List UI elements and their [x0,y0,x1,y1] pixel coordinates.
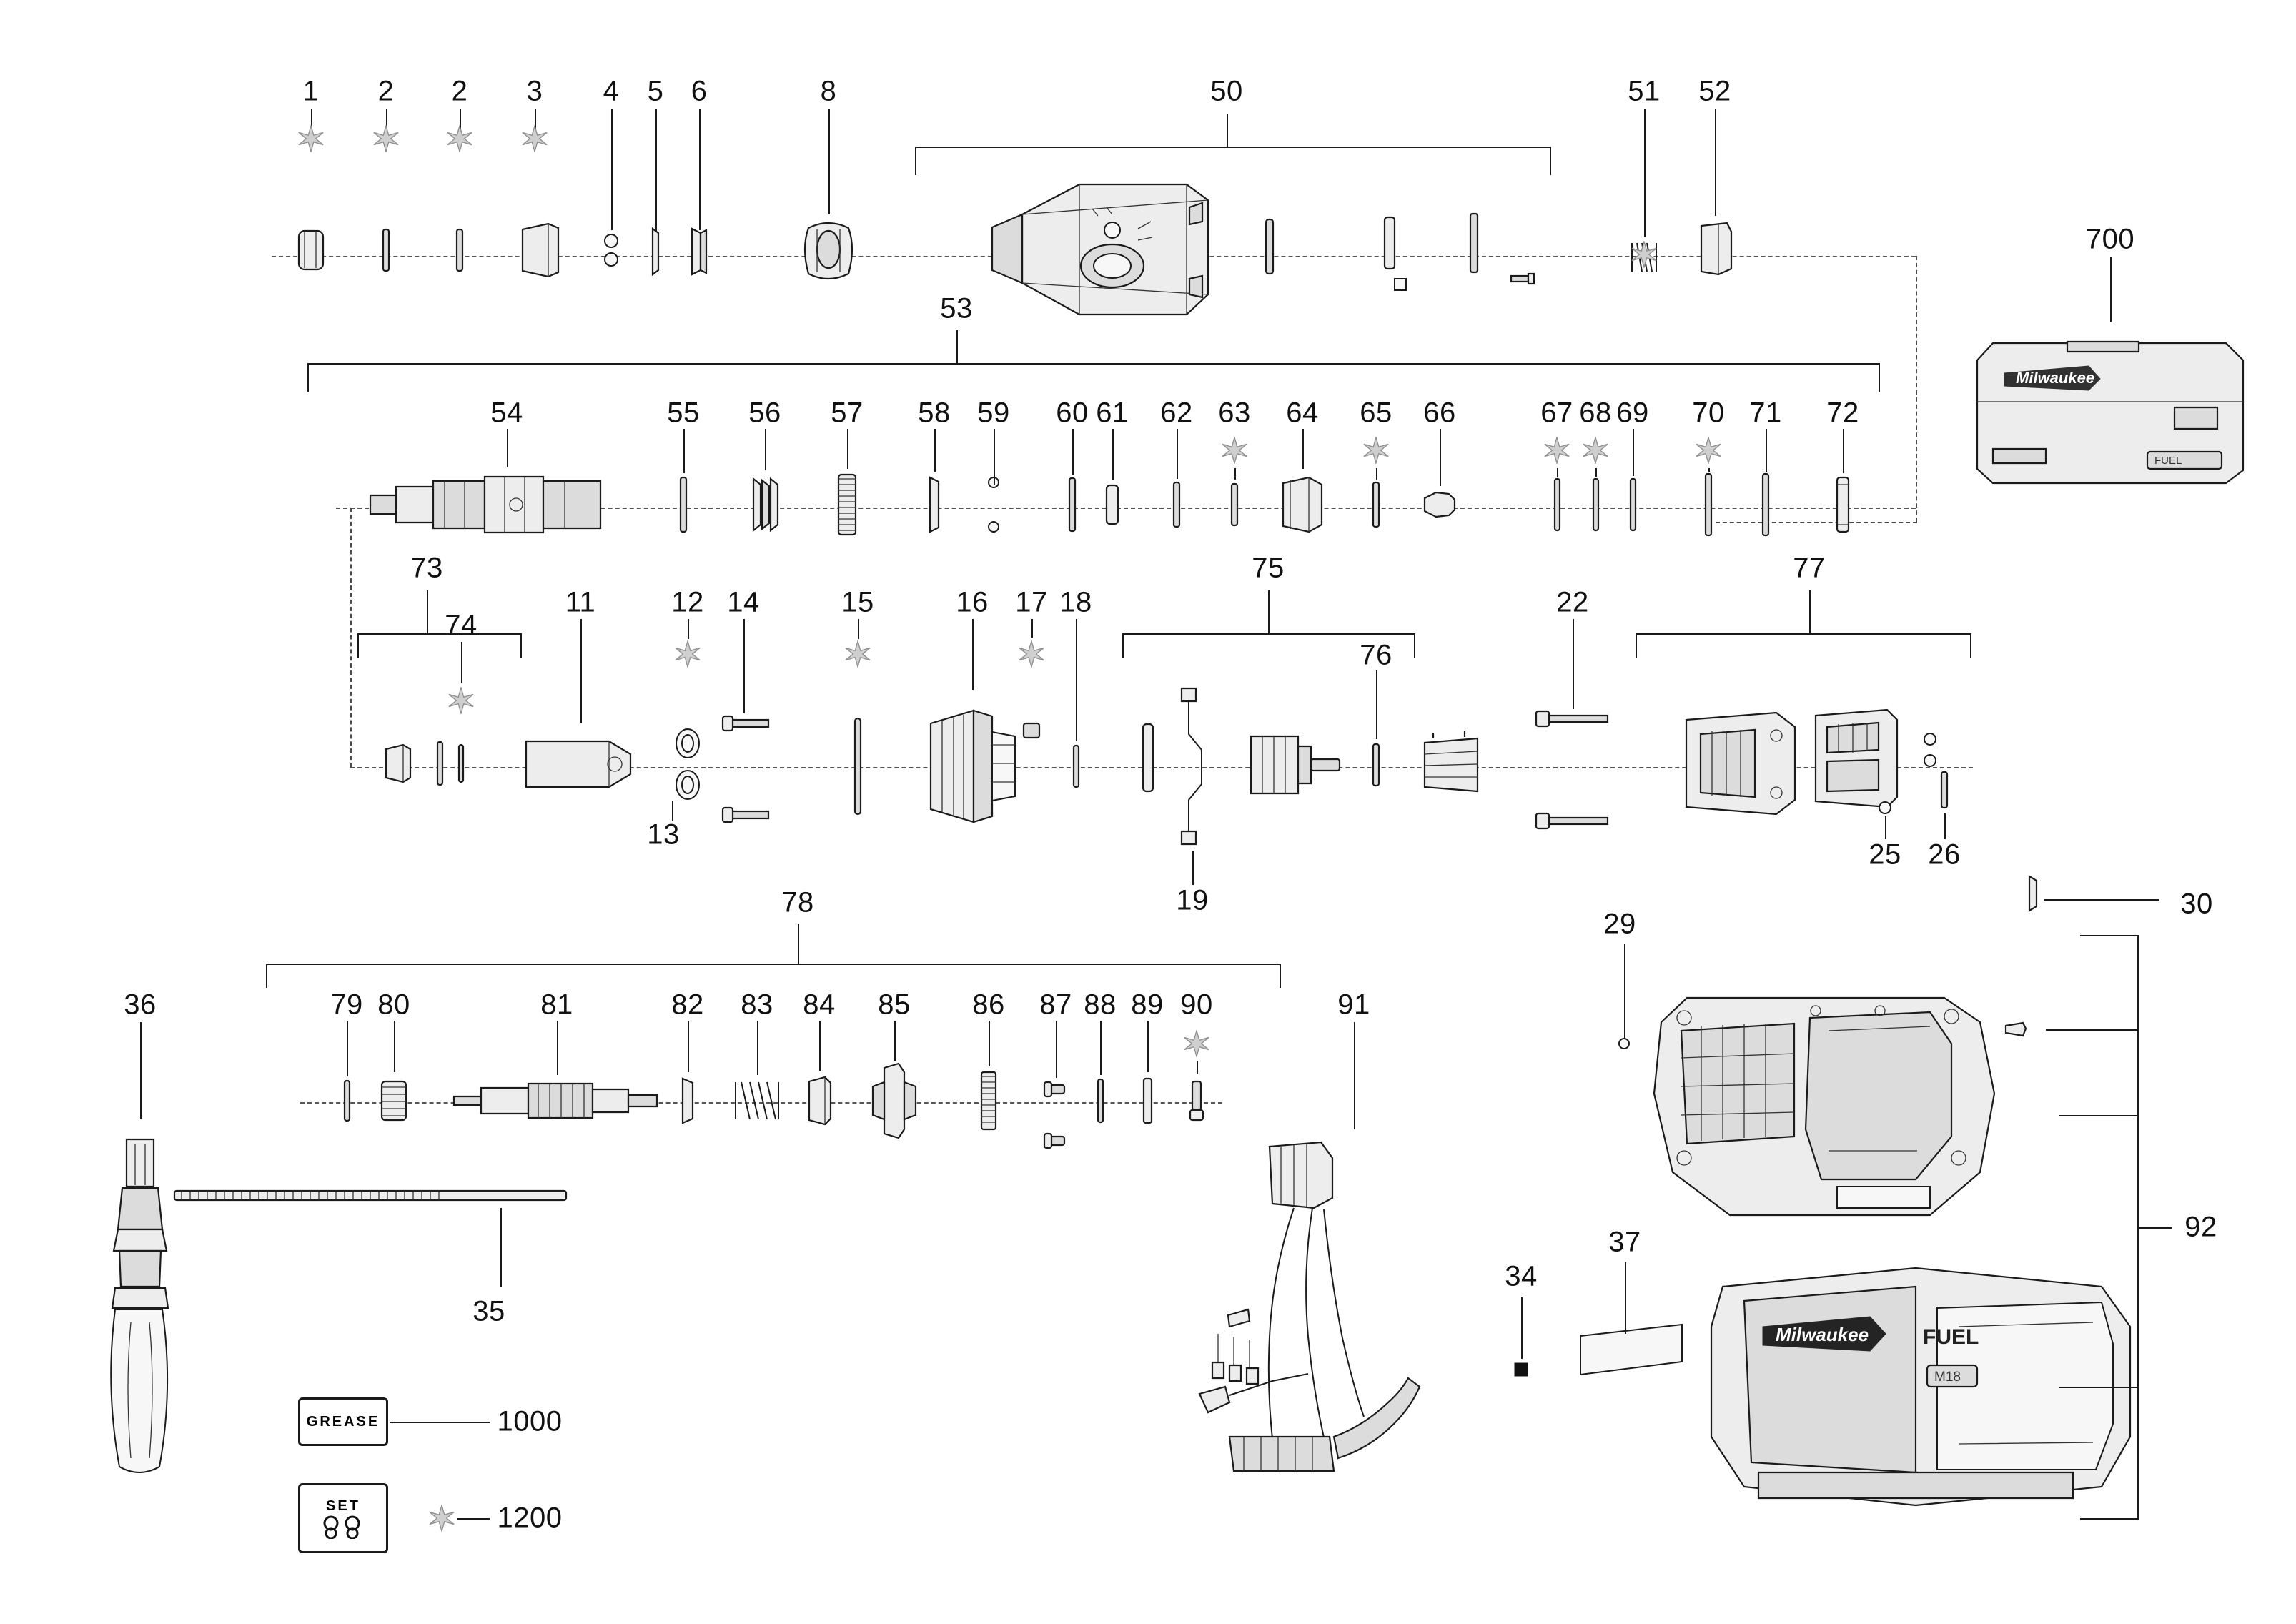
part-50-block-b [1379,213,1400,273]
callout-66: 66 [1423,397,1456,429]
bracket-77-stem [1809,590,1811,633]
part-88 [1094,1075,1107,1127]
part-30-clip [2019,872,2045,915]
leader-82 [688,1021,689,1072]
callout-19: 19 [1176,884,1209,916]
callout-51: 51 [1628,75,1661,107]
part-90 [1186,1076,1207,1126]
part-77-bracket [1669,695,1812,831]
star-marker-icon [297,125,325,152]
part-79 [340,1077,353,1124]
part-89 [1137,1073,1157,1129]
callout-34: 34 [1505,1260,1538,1292]
part-82 [676,1071,700,1130]
bracket-50-left [915,147,916,175]
callout-700: 700 [2085,223,2135,255]
leader-34 [1521,1297,1523,1359]
part-91-harness [1187,1129,1430,1501]
callout-61: 61 [1096,397,1129,429]
callout-65: 65 [1360,397,1392,429]
leader-92-b [2059,1115,2139,1116]
svg-text:FUEL: FUEL [1923,1325,1979,1349]
star-marker-icon [1018,640,1045,668]
callout-56: 56 [748,397,781,429]
bracket-78-left [266,964,267,988]
part-22-screw-a [1533,709,1612,728]
bracket-73-stem [427,590,428,633]
leader-91 [1354,1022,1355,1129]
star-marker-icon [1221,437,1248,464]
bracket-75-left [1122,633,1124,658]
callout-35: 35 [472,1295,505,1327]
part-77-extra [1921,729,1939,772]
leader-80 [394,1021,395,1072]
callout-59: 59 [977,397,1010,429]
callout-53: 53 [940,292,973,325]
leader-59 [994,429,995,485]
leader-37 [1625,1262,1626,1334]
leader-89 [1147,1021,1149,1072]
part-85-fan [866,1058,923,1144]
leader-17 [1031,619,1033,638]
bracket-50-top [915,147,1551,148]
leader-700 [2110,257,2112,322]
grease-packet [298,1397,388,1446]
grease-label: GREASE [306,1413,380,1430]
part-63 [1227,480,1242,530]
part-58 [923,472,946,538]
bracket-92-stem [2137,1227,2172,1229]
callout-67: 67 [1540,397,1573,429]
callout-8: 8 [820,75,837,107]
set-icon [318,1515,368,1539]
callout-79: 79 [330,989,363,1021]
part-700-case [1960,322,2260,500]
part-56-washers [745,470,785,539]
callout-54: 54 [490,397,523,429]
part-86-gear [973,1066,1004,1135]
bracket-75-stem [1268,590,1270,633]
part-72 [1831,472,1855,538]
callout-90: 90 [1180,989,1213,1021]
part-65 [1369,479,1383,530]
leader-87 [1056,1021,1057,1078]
leader-74 [461,642,462,683]
part-64-collar [1273,469,1332,540]
leader-60 [1072,429,1074,475]
part-83-spring [730,1074,784,1128]
callout-62: 62 [1160,397,1193,429]
leader-51 [1644,109,1646,237]
callout-76: 76 [1360,639,1392,671]
callout-87: 87 [1039,989,1072,1021]
part-15-rod [850,713,866,820]
svg-text:FUEL: FUEL [2154,455,2182,467]
part-6 [685,223,713,280]
part-8 [794,212,863,291]
callout-36: 36 [124,989,157,1021]
bracket-50-stem [1227,114,1228,147]
part-17 [1019,720,1044,741]
leader-30 [2044,899,2159,901]
leader-5 [655,109,657,232]
part-50-screw-e [1510,272,1535,286]
star-marker-icon [447,687,475,714]
part-76 [1369,740,1383,790]
part-66 [1417,480,1462,530]
bracket-73-right [520,633,522,658]
callout-5: 5 [647,75,664,107]
part-29-dot [1616,1036,1632,1051]
callout-16: 16 [956,586,989,618]
callout-55: 55 [667,397,700,429]
leader-90 [1197,1061,1198,1074]
bracket-92-bottom [2080,1518,2139,1520]
leader-84 [819,1021,821,1071]
leader-19 [1192,851,1194,885]
leader-13 [672,801,673,821]
callout-50: 50 [1210,75,1243,107]
callout-72: 72 [1826,397,1859,429]
star-marker-icon [1183,1030,1210,1057]
part-13-rings [666,763,709,806]
leader-52 [1715,109,1716,216]
leader-54 [507,429,508,467]
callout-86: 86 [972,989,1005,1021]
leader-15 [858,619,859,639]
callout-13: 13 [647,818,680,851]
callout-22: 22 [1556,586,1589,618]
part-73-sleeve [379,733,422,793]
part-70 [1701,470,1716,539]
bracket-53-top [307,363,1880,365]
part-37-nameplate [1575,1317,1689,1382]
dash-row1-right [1916,256,1917,522]
leader-86 [989,1021,990,1066]
leader-85 [894,1021,896,1061]
callout-1: 1 [302,75,320,107]
leader-61 [1112,429,1114,480]
part-14-screw-b [720,806,774,824]
leader-62 [1177,429,1178,479]
bracket-77-left [1636,633,1637,658]
callout-77: 77 [1793,552,1826,584]
part-11-block [516,724,645,803]
svg-text:Milwaukee: Milwaukee [1776,1324,1869,1345]
part-35-depth-rod [172,1184,572,1206]
part-87 [1043,1076,1069,1102]
part-26 [1936,768,1952,811]
leader-81 [557,1021,558,1075]
part-74 [455,741,467,786]
part-55 [676,474,691,535]
star-marker-icon [674,640,701,668]
callout-92: 92 [2184,1211,2217,1243]
dash-row2-top [1716,522,1917,523]
part-1 [295,225,327,275]
callout-74: 74 [445,609,477,641]
bracket-92-top [2080,935,2139,936]
part-61 [1101,480,1124,530]
bracket-73-top [357,633,522,635]
callout-81: 81 [540,989,573,1021]
star-marker-icon [844,640,871,668]
leader-56 [765,429,766,470]
star-marker-icon [428,1505,455,1532]
star-marker-icon [372,125,400,152]
leader-67 [1557,468,1558,477]
part-92-clip [2001,1020,2030,1039]
callout-26: 26 [1928,838,1961,871]
leader-92-a [2046,1029,2139,1031]
part-12-rings [666,722,709,765]
part-57-gear [830,469,864,540]
part-18 [1069,741,1082,791]
bracket-53-stem [956,330,958,365]
leader-26 [1944,813,1946,839]
callout-14: 14 [727,586,760,618]
leader-65 [1376,468,1377,480]
callout-17: 17 [1015,586,1048,618]
leader-64 [1302,429,1304,469]
part-50-square-c [1391,275,1410,294]
leader-79 [347,1021,348,1076]
callout-83: 83 [741,989,773,1021]
dash-row3-left [350,508,352,767]
leader-36 [140,1022,142,1119]
part-52-cap [1690,216,1740,282]
callout-18: 18 [1059,586,1092,618]
callout-6: 6 [691,75,708,107]
star-marker-icon [1362,437,1390,464]
leader-76 [1376,670,1377,739]
leader-12 [688,619,689,639]
callout-1200: 1200 [497,1502,563,1534]
bracket-78-stem [798,924,799,965]
leader-29 [1624,944,1625,1042]
leader-57 [847,429,848,469]
part-81-shaft [450,1072,664,1129]
bracket-73-left [357,633,359,658]
part-71 [1758,470,1773,539]
part-60 [1064,474,1080,535]
callout-3: 3 [526,75,543,107]
leader-72 [1843,429,1844,473]
leader-6 [699,109,701,230]
callout-68: 68 [1579,397,1612,429]
callout-82: 82 [671,989,704,1021]
leader-11 [580,619,582,723]
leader-1000 [390,1422,490,1423]
callout-58: 58 [918,397,951,429]
bracket-50-right [1550,147,1551,175]
callout-15: 15 [841,586,874,618]
part-14-screw-a [720,714,774,733]
leader-18 [1076,619,1077,741]
part-87b [1043,1128,1069,1154]
bracket-78-right [1280,964,1281,988]
leader-58 [934,429,936,472]
part-80 [373,1073,415,1129]
callout-64: 64 [1286,397,1319,429]
leader-63 [1234,468,1236,480]
callout-69: 69 [1616,397,1649,429]
leader-1200 [457,1518,490,1520]
part-16-assembly [914,695,1028,838]
part-3 [515,218,565,282]
callout-11: 11 [565,586,596,618]
callout-84: 84 [803,989,836,1021]
svg-text:M18: M18 [1934,1370,1961,1385]
svg-text:Milwaukee: Milwaukee [2016,369,2095,387]
bracket-77-right [1970,633,1971,658]
leader-70 [1708,468,1710,472]
callout-85: 85 [878,989,911,1021]
callout-30: 30 [2180,888,2213,920]
leader-66 [1440,429,1441,486]
callout-71: 71 [1749,397,1782,429]
part-62 [1169,478,1184,531]
part-92-housing-half [1644,979,2016,1294]
callout-25: 25 [1869,838,1901,871]
bracket-75-right [1414,633,1415,658]
part-5 [646,224,665,279]
leader-55 [683,429,685,473]
part-67 [1550,475,1563,534]
part-22-screw-b [1533,811,1612,830]
callout-2: 2 [451,75,468,107]
part-54-spindle [365,465,622,544]
set-packet [298,1483,388,1553]
part-50-housing [972,172,1229,336]
part-68 [1589,475,1602,534]
leader-68 [1595,468,1597,477]
part-69 [1626,475,1639,534]
callout-88: 88 [1084,989,1117,1021]
callout-37: 37 [1608,1226,1641,1258]
part-50-plate-d [1465,211,1483,275]
star-marker-icon [521,125,548,152]
star-marker-icon [1631,241,1658,268]
bracket-77-top [1636,633,1971,635]
callout-75: 75 [1252,552,1285,584]
callout-2: 2 [377,75,395,107]
part-36-side-handle [94,1122,187,1494]
star-marker-icon [446,125,473,152]
leader-88 [1100,1021,1102,1075]
bracket-53-right [1879,363,1880,392]
callout-29: 29 [1603,908,1636,940]
leader-16 [972,619,974,690]
leader-14 [743,619,745,713]
set-label: SET [326,1497,360,1514]
callout-4: 4 [603,75,620,107]
bracket-53-left [307,363,309,392]
callout-91: 91 [1337,989,1370,1021]
part-25 [1876,799,1894,816]
part-2a [380,227,392,274]
part-34 [1510,1359,1532,1380]
part-4 [600,225,622,275]
callout-1000: 1000 [497,1405,563,1437]
leader-92-c [2059,1387,2139,1388]
leader-8 [828,109,830,214]
star-marker-icon [1543,437,1570,464]
part-75-stator [1412,726,1490,804]
callout-63: 63 [1218,397,1251,429]
callout-52: 52 [1698,75,1731,107]
callout-80: 80 [377,989,410,1021]
part-50-pin-a [1262,216,1277,277]
bracket-75-top [1122,633,1415,635]
leader-22 [1573,619,1574,709]
part-73-washer [433,738,446,789]
part-75-pin [1137,718,1158,797]
leader-83 [757,1021,758,1075]
callout-12: 12 [671,586,704,618]
part-84 [801,1070,838,1132]
part-75-motor [1237,722,1351,808]
callout-73: 73 [410,552,443,584]
part-2b [453,227,466,274]
callout-78: 78 [781,886,814,919]
callout-70: 70 [1692,397,1725,429]
callout-60: 60 [1056,397,1089,429]
part-19-lever [1167,684,1217,848]
leader-69 [1633,429,1634,476]
star-marker-icon [1695,437,1722,464]
leader-4 [611,109,613,230]
callout-89: 89 [1131,989,1164,1021]
callout-57: 57 [831,397,864,429]
leader-35 [500,1208,502,1287]
leader-25 [1885,816,1886,839]
leader-71 [1766,429,1767,472]
star-marker-icon [1582,437,1609,464]
bracket-78-top [266,964,1281,965]
